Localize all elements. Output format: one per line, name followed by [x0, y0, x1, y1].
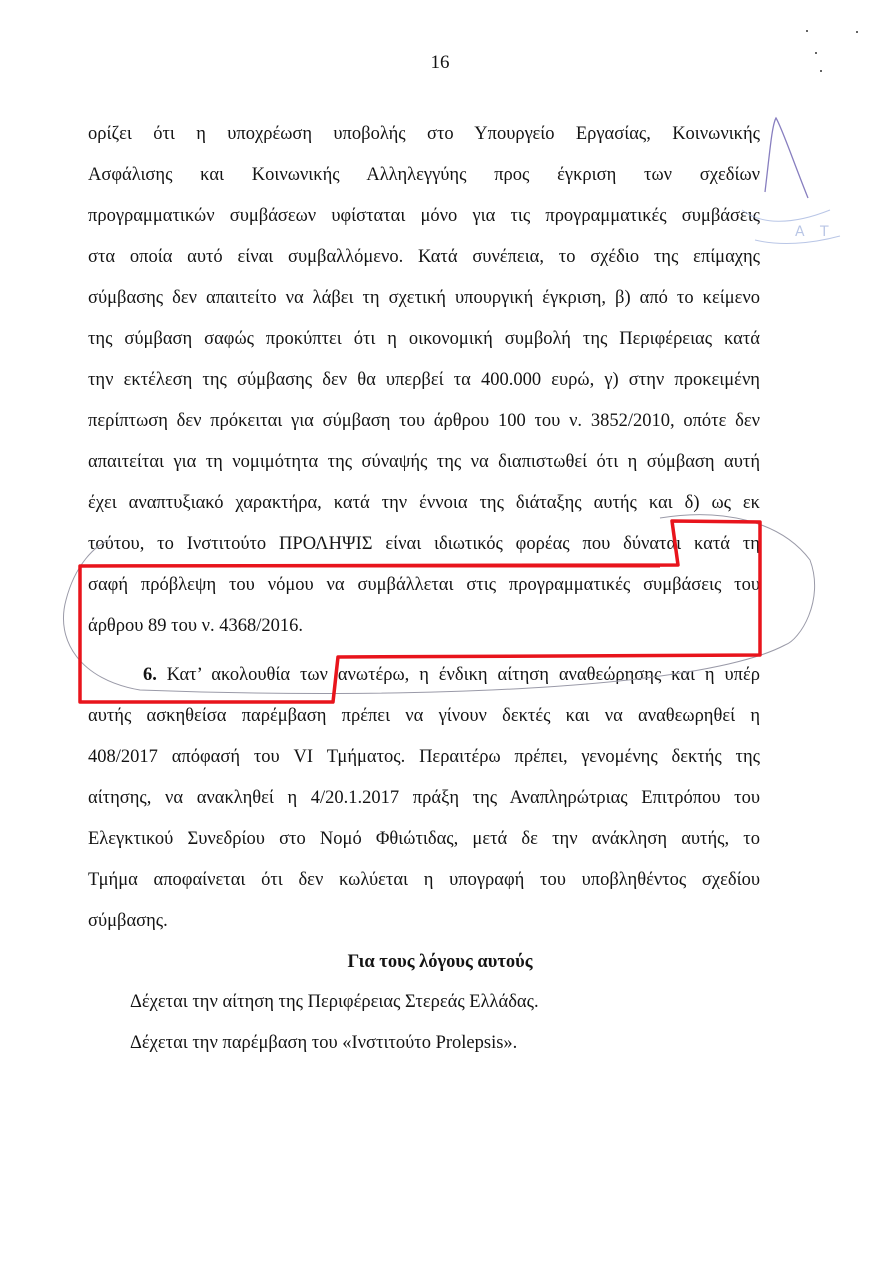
highlighted-text-line: άρθρου 89 του ν. 4368/2016. [88, 616, 304, 636]
text-line: Ελεγκτικού Συνεδρίου στο Νομό Φθιώτιδας, μετά δε την ανάκληση αυτής, το [88, 829, 760, 849]
scan-speck [856, 31, 858, 33]
text-line: αυτής ασκηθείσα παρέμβαση πρέπει να γίνουν δεκτές και να αναθεωρηθεί η [88, 706, 760, 726]
text-line: έχει αναπτυξιακό χαρακτήρα, κατά την έννοια της διάταξης αυτής και δ) ως εκ [88, 493, 760, 513]
text-line: στα οποία αυτό είναι συμβαλλόμενο. Κατά συνέπεια, το σχέδιο της επίμαχης [88, 247, 760, 267]
text-line: αίτησης, να ανακληθεί η 4/20.1.2017 πράξη της Αναπληρώτριας Επιτρόπου του [88, 788, 760, 808]
scan-speck [806, 30, 808, 32]
text-line: 6. Κατ’ ακολουθία των ανωτέρω, η ένδικη αίτηση αναθεώρησης και η υπέρ [143, 665, 760, 685]
highlighted-text-line: σαφή πρόβλεψη του νόμου να συμβάλλεται στις προγραμματικές συμβάσεις του [88, 575, 760, 595]
text-line: 408/2017 απόφασή του VI Τμήματος. Περαιτέρω πρέπει, γενομένης δεκτής της [88, 747, 760, 767]
text-line: ορίζει ότι η υποχρέωση υποβολής στο Υπουργείο Εργασίας, Κοινωνικής [88, 124, 760, 144]
page-number: 16 [430, 52, 450, 73]
paragraph-number: 6. [143, 665, 157, 685]
text-line: Ασφάλισης και Κοινωνικής Αλληλεγγύης προς έγκριση των σχεδίων [88, 165, 760, 185]
decision-item: Δέχεται την αίτηση της Περιφέρειας Στερεάς Ελλάδας. [130, 992, 539, 1012]
scan-speck [815, 52, 817, 54]
svg-text:A: A [795, 224, 805, 240]
text-line: σύμβασης. [88, 911, 168, 931]
highlighted-text-line: τούτου, το Ινστιτούτο ΠΡΟΛΗΨΙΣ είναι ιδιωτικός φορέας που δύναται κατά τη [88, 534, 760, 554]
text-line: της σύμβαση σαφώς προκύπτει ότι η οικονομική συμβολή της Περιφέρειας κατά [88, 329, 760, 349]
decision-heading: Για τους λόγους αυτούς [347, 952, 533, 972]
svg-text:T: T [820, 224, 829, 240]
text-line: περίπτωση δεν πρόκειται για σύμβαση του άρθρου 100 του ν. 3852/2010, οπότε δεν [88, 411, 760, 431]
text-line: σύμβασης δεν απαιτείτο να λάβει τη σχετική υπουργική έγκριση, β) από το κείμενο [88, 288, 760, 308]
scan-speck [820, 70, 822, 72]
text-line: Τμήμα αποφαίνεται ότι δεν κωλύεται η υπογραφή του υποβληθέντος σχεδίου [88, 870, 760, 890]
text-line: απαιτείται για τη νομιμότητα της σύναψής της να διαπιστωθεί ότι η σύμβαση αυτή [88, 452, 760, 472]
text-line: την εκτέλεση της σύμβασης δεν θα υπερβεί τα 400.000 ευρώ, γ) στην προκειμένη [88, 370, 760, 390]
decision-item: Δέχεται την παρέμβαση του «Ινστιτούτο Prolepsis». [130, 1033, 518, 1053]
text-line: προγραμματικών συμβάσεων υφίσταται μόνο για τις προγραμματικές συμβάσεις [88, 206, 760, 226]
